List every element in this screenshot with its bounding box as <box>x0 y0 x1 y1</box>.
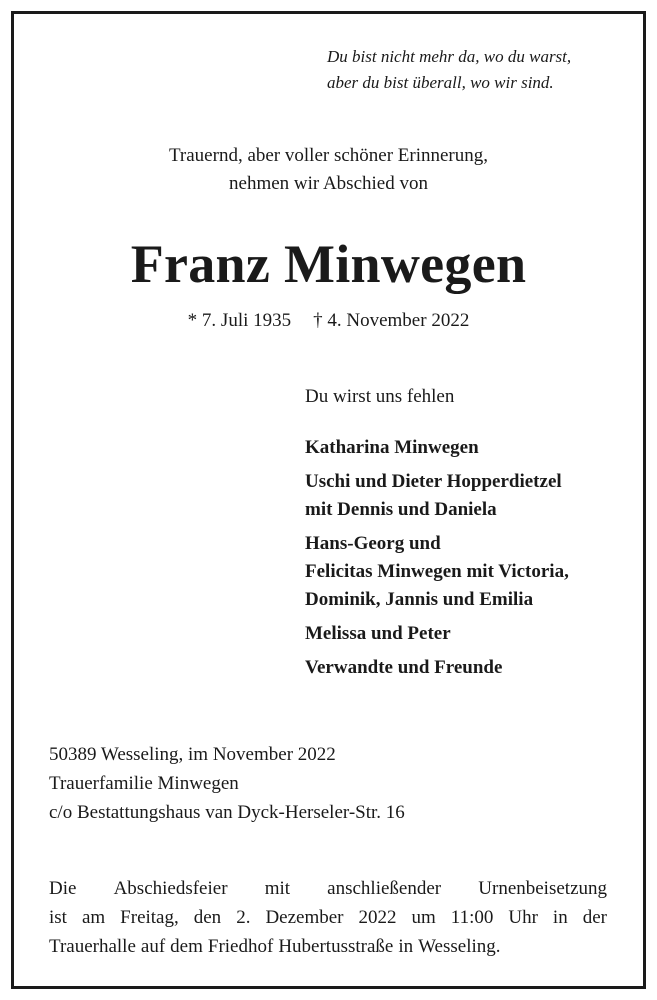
life-dates <box>0 308 657 334</box>
ceremony-word: dem <box>170 936 203 957</box>
ceremony-word: Urnenbeisetzung <box>478 878 607 899</box>
death-date: † 4. November 2022 <box>313 310 470 331</box>
ceremony-word: Abschiedsfeier <box>113 878 228 899</box>
address-line-2: Trauerfamilie Minwegen <box>49 773 239 794</box>
ceremony-word: Freitag, <box>120 907 179 928</box>
ceremony-word: Dezember <box>265 907 344 928</box>
ceremony-word: 2022 <box>358 907 397 928</box>
ceremony-word: Wesseling. <box>418 936 501 957</box>
mourner-line: mit Dennis und Daniela <box>305 499 497 520</box>
ceremony-word: Hubertusstraße <box>278 936 394 957</box>
farewell-line: Du wirst uns fehlen <box>305 386 455 407</box>
mourner-line: Verwandte und Freunde <box>305 657 503 678</box>
mourners-list <box>305 434 569 688</box>
ceremony-word: mit <box>264 878 291 899</box>
mourner-group <box>305 654 569 682</box>
ceremony-word: auf <box>140 936 166 957</box>
ceremony-word: 11:00 <box>450 907 494 928</box>
memorial-quote <box>327 44 571 96</box>
ceremony-word: Die <box>49 878 77 899</box>
ceremony-word: am <box>81 907 106 928</box>
deceased-name: Franz Minwegen <box>130 234 527 294</box>
ceremony-word: um <box>411 907 436 928</box>
mourner-line: Melissa und Peter <box>305 623 451 644</box>
mourner-line: Felicitas Minwegen mit Victoria, <box>305 561 569 582</box>
mourner-line: Dominik, Jannis und Emilia <box>305 589 534 610</box>
mourner-group <box>305 468 569 524</box>
quote-line-1: Du bist nicht mehr da, wo du warst, <box>327 47 572 66</box>
quote-line-2: aber du bist überall, wo wir sind. <box>327 73 554 92</box>
ceremony-word: anschließender <box>327 878 442 899</box>
mourner-group <box>305 620 569 648</box>
intro-text <box>0 142 657 198</box>
ceremony-word: in <box>398 936 414 957</box>
address-line-3: c/o Bestattungshaus van Dyck-Herseler-Str. 16 <box>49 802 405 823</box>
address-line-1: 50389 Wesseling, im November 2022 <box>49 744 336 765</box>
ceremony-word: der <box>582 907 607 928</box>
mourner-group <box>305 530 569 614</box>
ceremony-word: Friedhof <box>207 936 274 957</box>
ceremony-word: 2. <box>236 907 251 928</box>
intro-line-1: Trauernd, aber voller schöner Erinnerung, <box>168 145 489 166</box>
ceremony-line-1 <box>49 874 607 903</box>
ceremony-word: den <box>193 907 222 928</box>
ceremony-info <box>49 874 607 961</box>
mourner-line: Katharina Minwegen <box>305 437 479 458</box>
ceremony-word: Uhr <box>508 907 538 928</box>
mourner-line: Hans-Georg und <box>305 533 441 554</box>
mourner-group <box>305 434 569 462</box>
ceremony-word: ist <box>49 907 67 928</box>
intro-line-2: nehmen wir Abschied von <box>229 173 428 194</box>
birth-date: * 7. Juli 1935 <box>187 310 292 331</box>
ceremony-word: in <box>552 907 568 928</box>
mourner-line: Uschi und Dieter Hopperdietzel <box>305 471 562 492</box>
ceremony-line-3 <box>49 932 607 961</box>
ceremony-line-2 <box>49 903 607 932</box>
ceremony-word: Trauerhalle <box>49 936 136 957</box>
family-address <box>49 740 405 827</box>
